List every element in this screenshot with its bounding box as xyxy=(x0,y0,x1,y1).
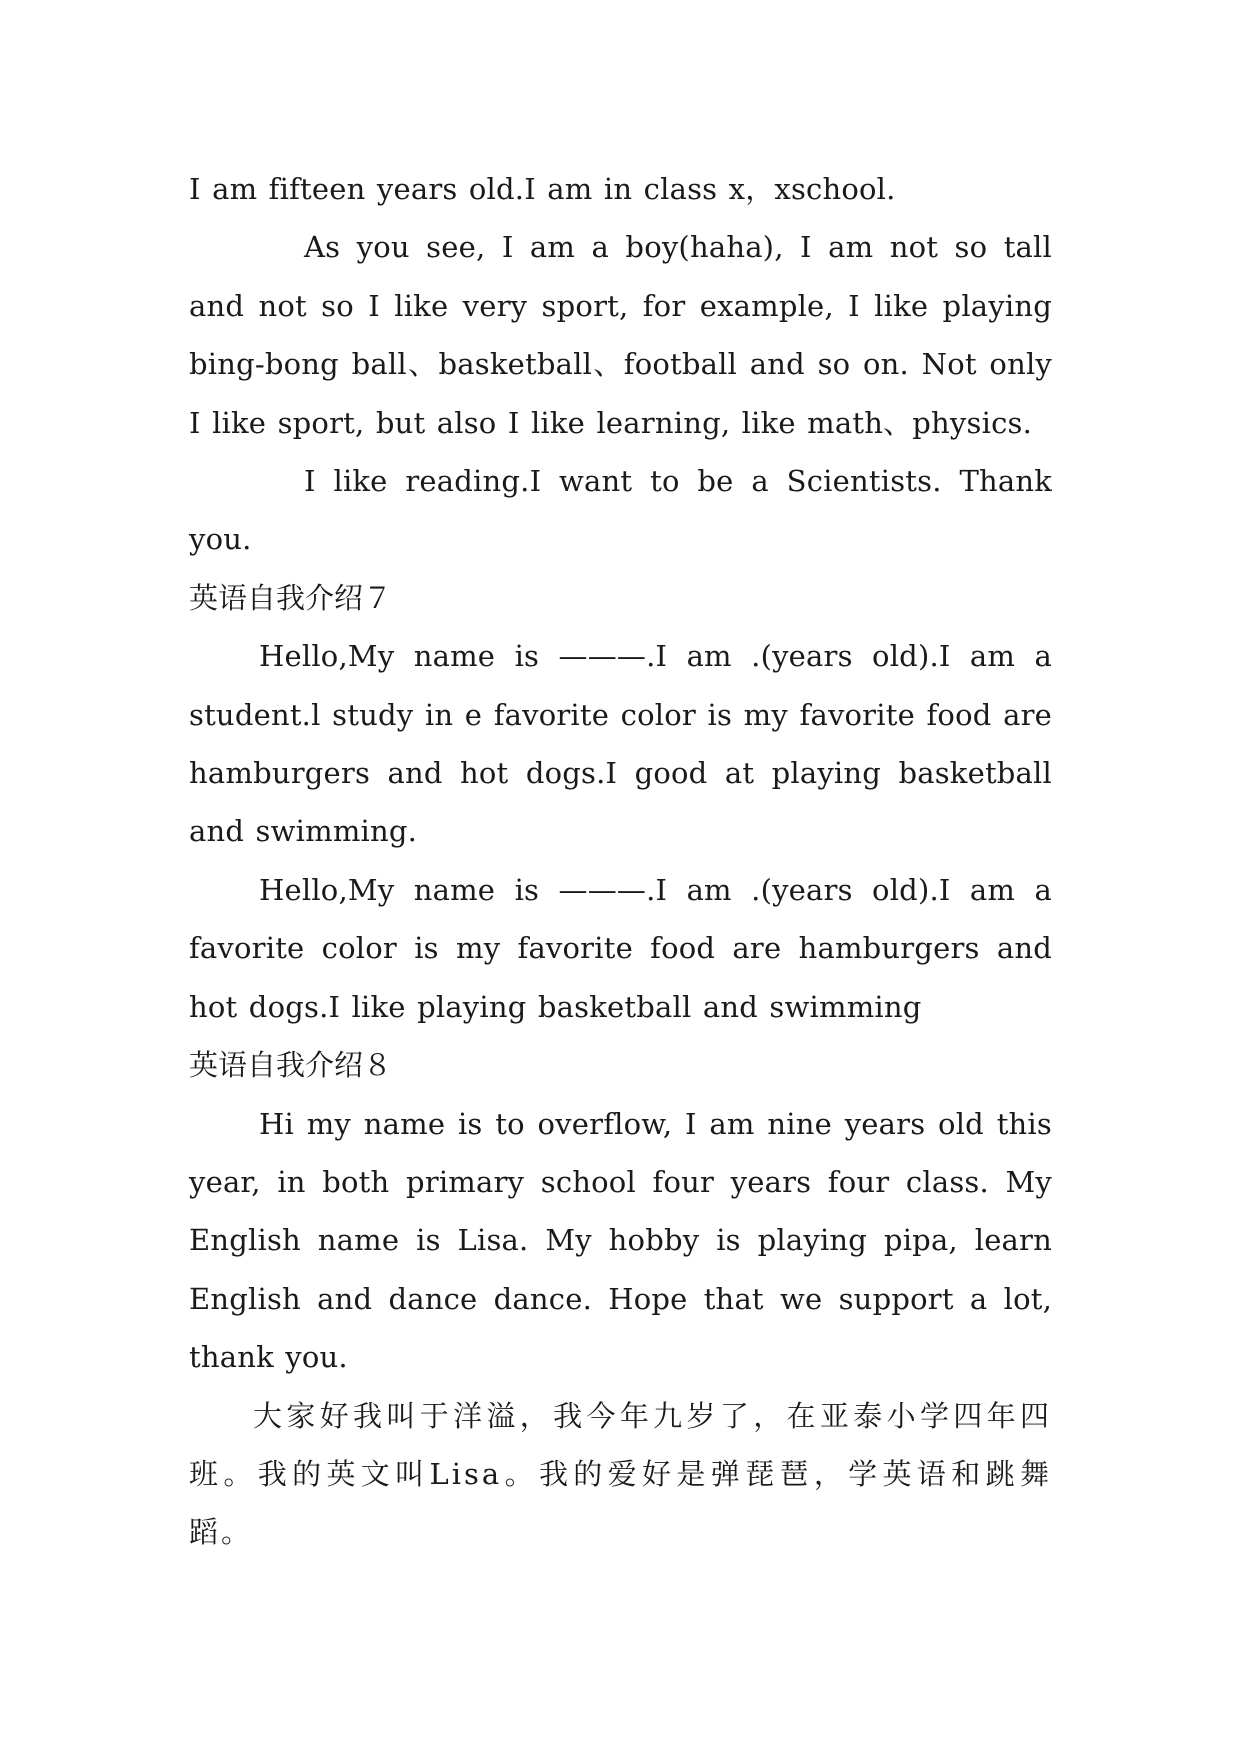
body-paragraph: Hi my name is to overflow, I am nine years old this year, in both primary school four years four class. My English name is Lisa. My hobby is playing pipa, learn English and dance dance. Hope that we support a lot, thank you. xyxy=(189,1106,1052,1375)
section-heading: 英语自我介绍７ xyxy=(189,580,393,615)
body-paragraph: As you see, I am a boy(haha), I am not so tall and not so I like very sport, for example, I like playing bing-bong ball、basketball、football and so on. Not only I like sport, but also I like learning, like math、physics. xyxy=(189,230,1052,440)
body-paragraph-chinese: 大家好我叫于洋溢，我今年九岁了，在亚泰小学四年四班。我的英文叫Lisa。我的爱好是弹琵琶，学英语和跳舞蹈。 xyxy=(189,1398,1052,1550)
body-paragraph: I like reading.I want to be a Scientists. Thank you. xyxy=(189,464,1052,557)
section-heading: 英语自我介绍８ xyxy=(189,1048,393,1083)
body-paragraph: I am fifteen years old.I am in class x，xschool. xyxy=(189,172,896,206)
body-paragraph: Hello,My name is ———.I am .(years old).I am a favorite color is my favorite food are hamburgers and hot dogs.I like playing basketball and swimming xyxy=(189,872,1052,1024)
document-page xyxy=(189,160,1052,1562)
body-paragraph: Hello,My name is ———.I am .(years old).I am a student.l study in e favorite color is my favorite food are hamburgers and hot dogs.I good at playing basketball and swimming. xyxy=(189,639,1052,849)
